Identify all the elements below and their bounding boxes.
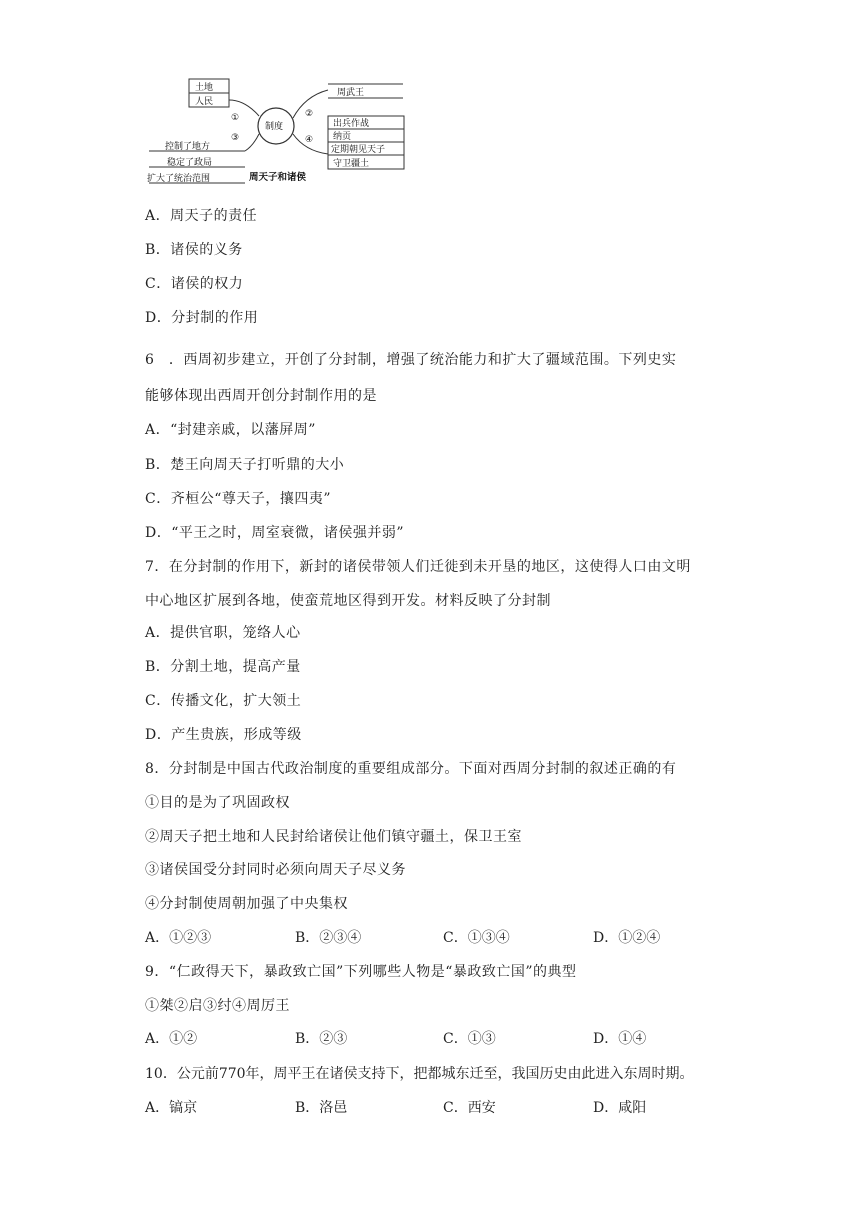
right-label-1: 出兵作战 <box>333 119 370 129</box>
center-label: 制度 <box>265 122 284 132</box>
left-top-label-1: 土地 <box>195 83 214 93</box>
q9-option-d[interactable]: D．①④ <box>593 1031 647 1047</box>
q10-stem: 10．公元前770年，周平王在诸侯支持下，把都城东迁至，我国历史由此进入东周时期。 <box>145 1066 694 1082</box>
q6-stem-line-1: 6 ．西周初步建立，开创了分封制，增强了统治能力和扩大了疆域范围。下列史实 <box>145 352 677 368</box>
marker-4: ④ <box>305 135 314 145</box>
left-bottom-label-3: 扩大了统治范围 <box>147 174 211 184</box>
q9-option-a[interactable]: A．①② <box>145 1031 198 1047</box>
q10-option-d[interactable]: D．咸阳 <box>593 1100 647 1116</box>
q10-option-c[interactable]: C．西安 <box>443 1100 496 1116</box>
q6-stem-line-2: 能够体现出西周开创分封制作用的是 <box>145 388 377 404</box>
connector-left-bottom <box>245 134 259 151</box>
q8-item-2: ②周天子把土地和人民封给诸侯让他们镇守疆土，保卫王室 <box>145 829 522 845</box>
q8-option-d[interactable]: D．①②④ <box>593 930 661 946</box>
q7-option-a[interactable]: A．提供官职，笼络人心 <box>145 625 301 641</box>
q6-option-b[interactable]: B．楚王向周天子打听鼎的大小 <box>145 457 345 473</box>
q8-stem: 8．分封制是中国古代政治制度的重要组成部分。下面对西周分封制的叙述正确的有 <box>145 761 677 777</box>
marker-2: ② <box>305 109 314 119</box>
q5-option-b[interactable]: B．诸侯的义务 <box>145 242 243 258</box>
q8-item-4: ④分封制使周朝加强了中央集权 <box>145 896 348 912</box>
q7-option-b[interactable]: B．分割土地，提高产量 <box>145 659 301 675</box>
marker-1: ① <box>231 113 240 123</box>
q10-option-b[interactable]: B．洛邑 <box>295 1100 348 1116</box>
diagram-caption: 周天子和诸侯 <box>249 172 307 183</box>
q5-option-c[interactable]: C．诸侯的权力 <box>145 276 244 292</box>
q7-option-d[interactable]: D．产生贵族，形成等级 <box>145 727 302 743</box>
q6-option-a[interactable]: A．“封建亲戚，以藩屏周” <box>145 422 316 438</box>
left-bottom-label-2: 稳定了政局 <box>167 158 213 168</box>
q6-option-d[interactable]: D．“平王之时，周室衰微，诸侯强并弱” <box>145 525 405 541</box>
q8-option-a[interactable]: A．①②③ <box>145 930 212 946</box>
right-label-4: 守卫疆土 <box>333 159 370 169</box>
right-label-2: 纳贡 <box>333 132 352 142</box>
q7-stem-line-2: 中心地区扩展到各地，使蛮荒地区得到开发。材料反映了分封制 <box>145 593 551 609</box>
left-bottom-label-1: 控制了地方 <box>165 142 211 152</box>
q10-option-a[interactable]: A．镐京 <box>145 1100 198 1116</box>
right-top-label: 周武王 <box>337 88 365 98</box>
fengjian-diagram <box>145 76 407 188</box>
marker-3: ③ <box>231 133 240 143</box>
q9-option-b[interactable]: B．②③ <box>295 1031 348 1047</box>
q8-item-3: ③诸侯国受分封同时必须向周天子尽义务 <box>145 862 406 878</box>
q8-option-b[interactable]: B．②③④ <box>295 930 362 946</box>
q7-option-c[interactable]: C．传播文化，扩大领土 <box>145 693 302 709</box>
q5-option-a[interactable]: A．周天子的责任 <box>145 208 258 224</box>
q7-stem-line-1: 7．在分封制的作用下，新封的诸侯带领人们迁徙到未开垦的地区，这使得人口由文明 <box>145 559 691 575</box>
q8-item-1: ①目的是为了巩固政权 <box>145 795 290 811</box>
q6-option-c[interactable]: C．齐桓公“尊天子，攘四夷” <box>145 491 332 507</box>
q9-stem: 9．“仁政得天下，暴政致亡国”下列哪些人物是“暴政致亡国”的典型 <box>145 964 577 980</box>
left-top-label-2: 人民 <box>195 97 214 107</box>
q9-option-c[interactable]: C．①③ <box>443 1031 496 1047</box>
q8-option-c[interactable]: C．①③④ <box>443 930 510 946</box>
q9-items: ①桀②启③纣④周厉王 <box>145 998 290 1014</box>
q5-option-d[interactable]: D．分封制的作用 <box>145 310 259 326</box>
right-label-3: 定期朝见天子 <box>331 145 386 155</box>
